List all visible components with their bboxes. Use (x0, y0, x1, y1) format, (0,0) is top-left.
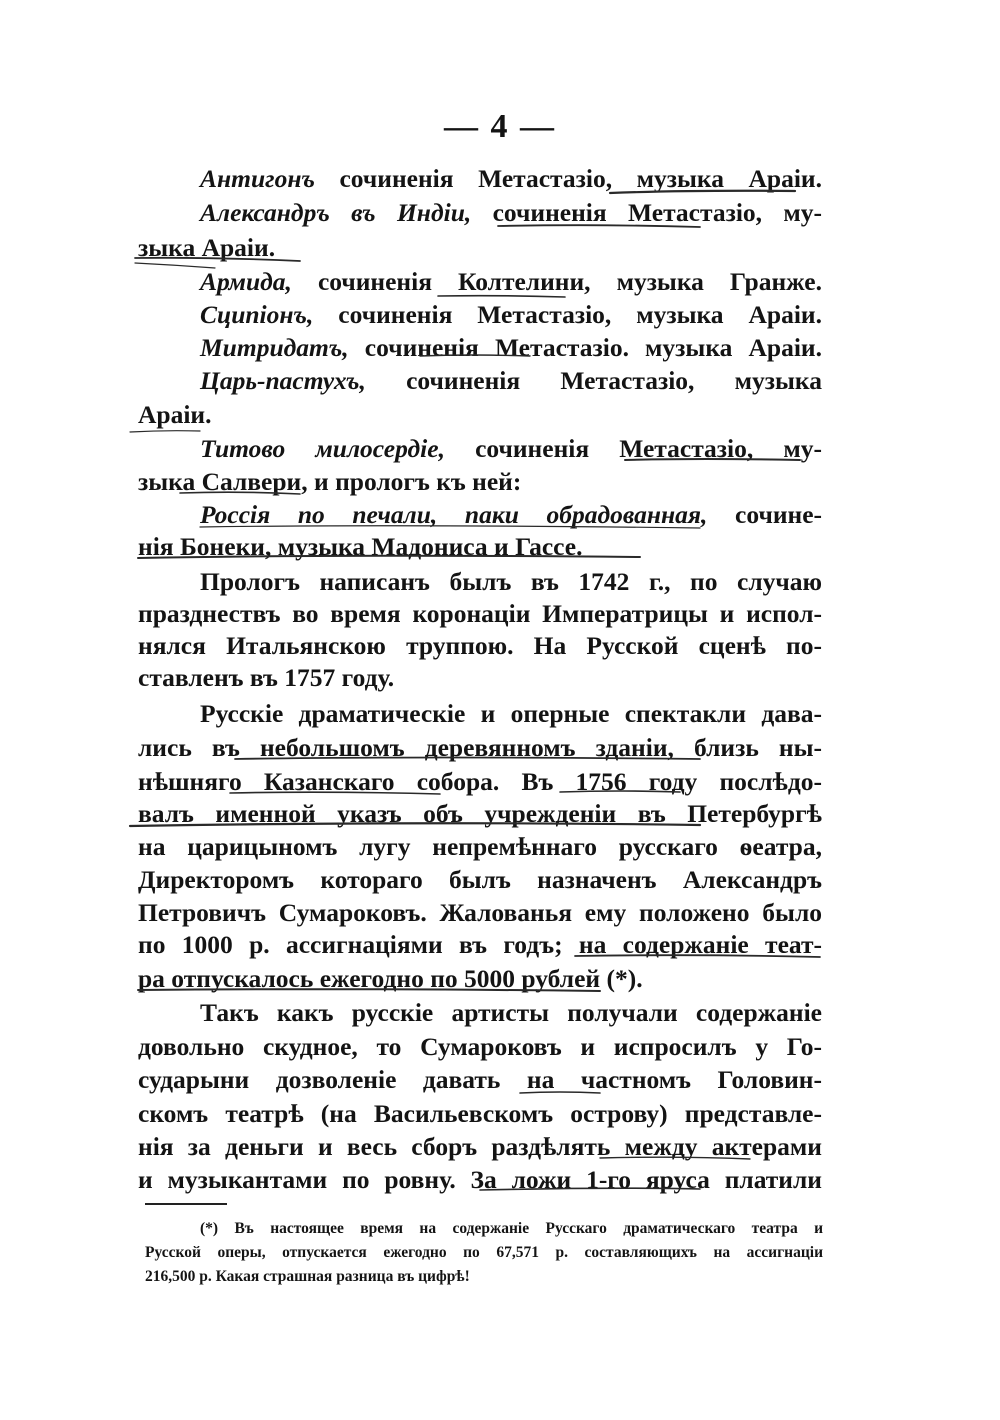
text-line: Митридатъ, сочиненія Метастазіо. музыка Араіи. (200, 333, 822, 362)
footnote-line: Русской оперы, отпускается ежегодно по 67,571 р. составляющихъ на ассигнаціи (145, 1244, 823, 1261)
text-line: довольно скудное, то Сумароковъ и испросилъ у Го- (138, 1032, 822, 1061)
text-line: по 1000 р. ассигнаціями въ годъ; на содержаніе теат- (138, 930, 822, 959)
text-line: Прологъ написанъ былъ въ 1742 г., по случаю (200, 567, 822, 596)
footnote-line: 216,500 р. Какая страшная разница въ цифрѣ! (145, 1268, 470, 1285)
text-line: Царь-пастухъ, сочиненія Метастазіо, музыка (200, 366, 822, 395)
text-line: на царицыномъ лугу непремѣннаго русскаго ѳеатра, (138, 832, 822, 861)
italic-title: Сципіонъ, (200, 300, 314, 329)
text-line: нѣшняго Казанскаго собора. Въ 1756 году послѣдо- (138, 767, 822, 796)
text-line: и музыкантами по ровну. За ложи 1-го яруса платили (138, 1165, 822, 1194)
text-line: Русскіе драматическіе и оперные спектакли дава- (200, 699, 822, 728)
text-line: нія Бонеки, музыка Мадониса и Гассе. (138, 532, 583, 561)
italic-title: Россія по печали, паки обрадованная, (200, 500, 708, 529)
text-line: валъ именной указъ объ учрежденіи въ Петербургѣ (138, 799, 822, 828)
text-line: Россія по печали, паки обрадованная, сочине- (200, 500, 823, 529)
italic-title: Титово милосердіе, (200, 434, 445, 463)
text-line: зыка Салвери, и прологъ къ ней: (138, 467, 522, 496)
footnote-rule (145, 1203, 227, 1205)
text-line: ра отпускалось ежегодно по 5000 рублей (*). (138, 964, 643, 993)
text-line: Антигонъ сочиненія Метастазіо, музыка Араіи. (200, 164, 822, 193)
text-line: Армида, сочиненія Колтелини, музыка Гранже. (200, 267, 823, 296)
page-number: — 4 — (444, 108, 556, 145)
italic-title: Митридатъ, (200, 333, 349, 362)
text-line: Сципіонъ, сочиненія Метастазіо, музыка Араіи. (200, 300, 822, 329)
text-line: зыка Араіи. (138, 233, 276, 262)
text-line: нія за деньги и весь сборъ раздѣлять между актерами (138, 1132, 822, 1161)
italic-title: Антигонъ (200, 164, 315, 193)
italic-title: Армида, (200, 267, 292, 296)
text-line: скомъ театрѣ (на Васильевскомъ острову) представле- (138, 1099, 822, 1128)
text-line: ставленъ въ 1757 году. (138, 663, 395, 692)
text-line: Александръ въ Индіи, сочиненія Метастазіо, му- (200, 198, 822, 227)
text-line: Араіи. (138, 400, 212, 429)
text-line: нялся Итальянскою труппою. На Русской сценѣ по- (138, 631, 822, 660)
text-line: Петровичъ Сумароковъ. Жалованья ему положено было (138, 898, 822, 927)
italic-title: Царь-пастухъ, (200, 366, 366, 395)
text-line: празднествъ во время коронаціи Императрицы и испол- (138, 599, 822, 628)
italic-title: Александръ въ Индіи, (200, 198, 472, 227)
text-line: Директоромъ котораго былъ назначенъ Александръ (138, 865, 822, 894)
text-line: лись въ небольшомъ деревянномъ зданіи, близь ны- (138, 733, 822, 762)
text-line: Такъ какъ русскіе артисты получали содержаніе (200, 998, 822, 1027)
text-line: сударыни дозволеніе давать на частномъ Головин- (138, 1065, 822, 1094)
footnote-line: (*) Въ настоящее время на содержаніе Русскаго драматическаго театра и (200, 1220, 823, 1237)
text-line: Титово милосердіе, сочиненія Метастазіо, му- (200, 434, 822, 463)
